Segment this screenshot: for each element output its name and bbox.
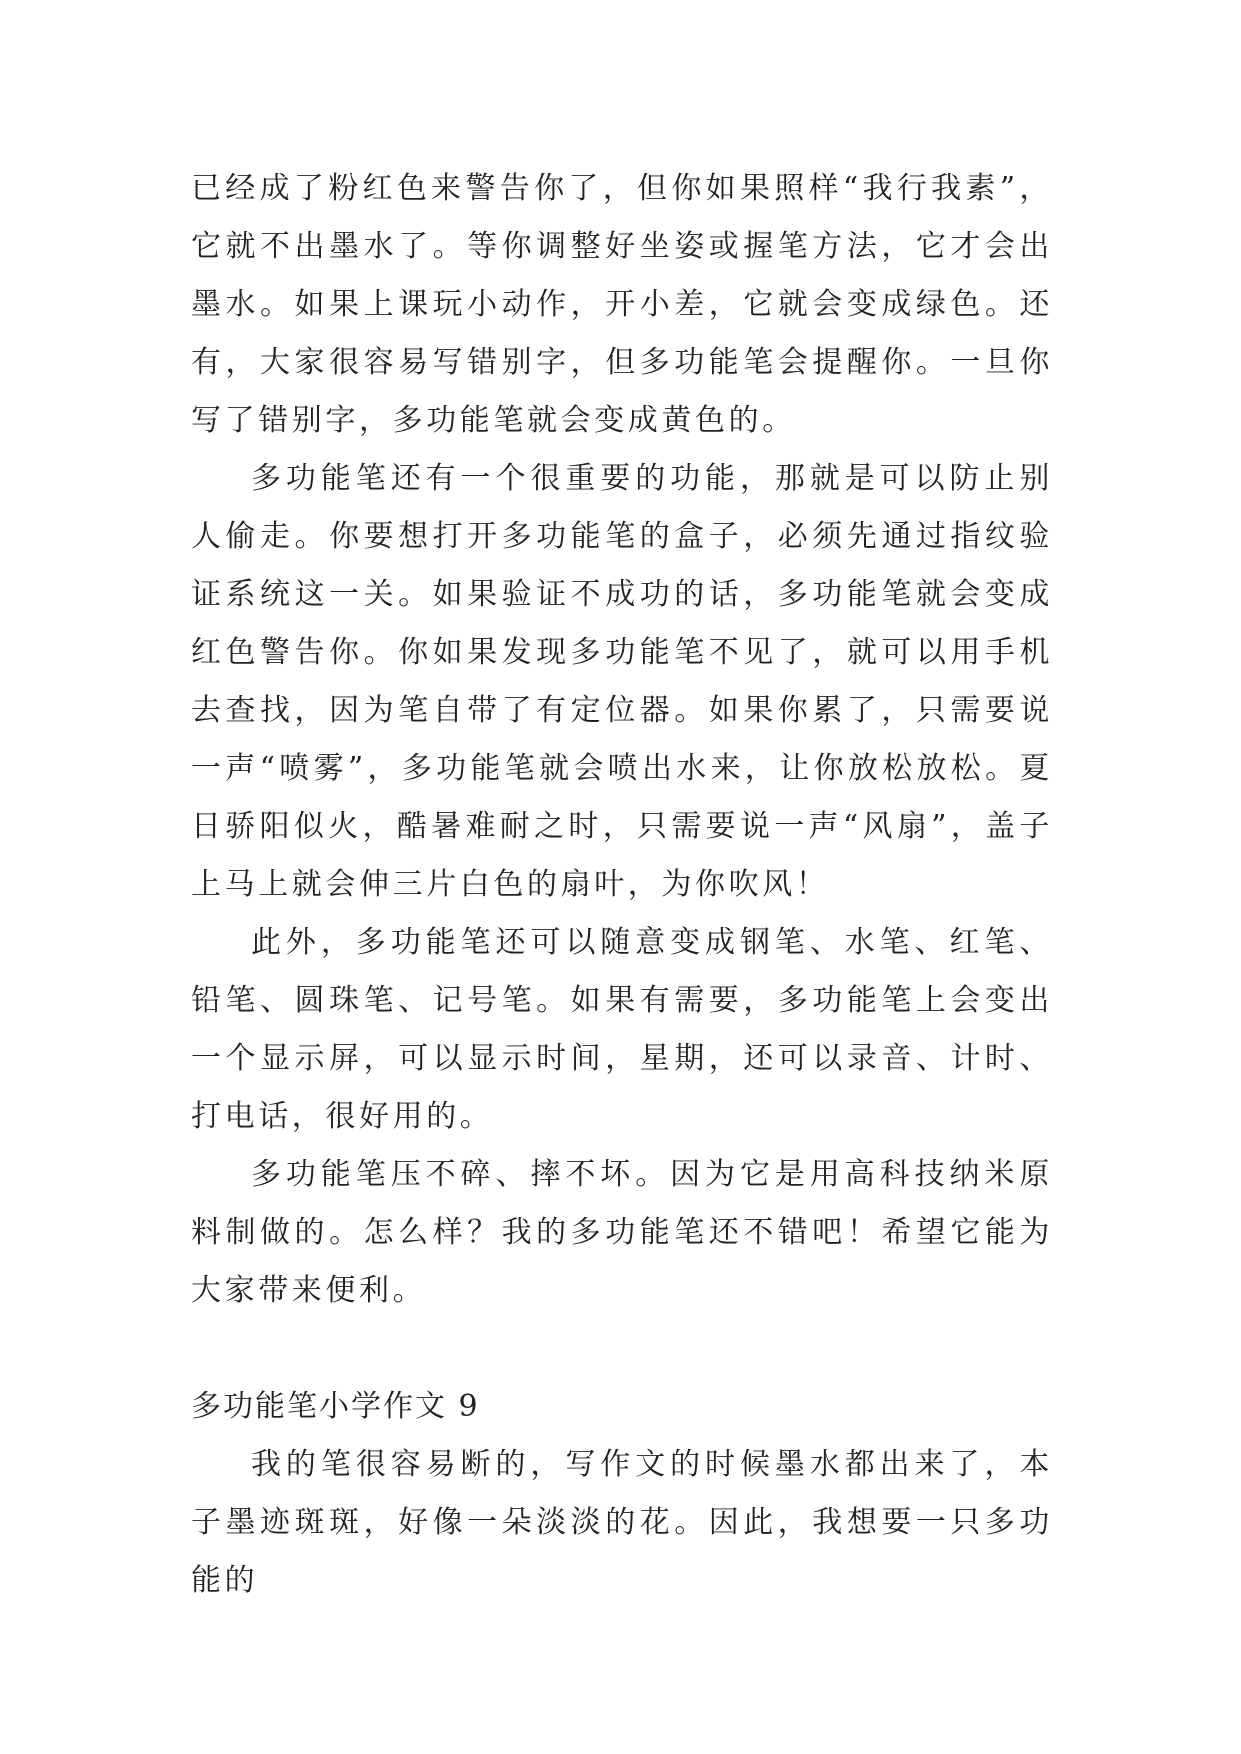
document-body [191,160,1053,1610]
paragraph: 已经成了粉红色来警告你了，但你如果照样“我行我素”，它就不出墨水了。等你调整好坐姿或握笔方法，它才会出墨水。如果上课玩小动作，开小差，它就会变成绿色。还有，大家很容易写错别字，但多功能笔会提醒你。一旦你写了错别字，多功能笔就会变成黄色的。 [191,171,1053,438]
paragraph: 多功能笔还有一个很重要的功能，那就是可以防止别人偷走。你要想打开多功能笔的盒子，必须先通过指纹验证系统这一关。如果验证不成功的话，多功能笔就会变成红色警告你。你如果发现多功能笔不见了，就可以用手机去查找，因为笔自带了有定位器。如果你累了，只需要说一声“喷雾”，多功能笔就会喷出水来，让你放松放松。夏日骄阳似火，酷暑难耐之时，只需要说一声“风扇”，盖子上马上就会伸三片白色的扇叶，为你吹风！ [191,461,1053,902]
paragraph: 多功能笔压不碎、摔不坏。因为它是用高科技纳米原料制做的。怎么样？我的多功能笔还不错吧！希望它能为大家带来便利。 [191,1157,1053,1308]
section-heading: 多功能笔小学作文 9 [191,1389,480,1424]
paragraph: 此外，多功能笔还可以随意变成钢笔、水笔、红笔、铅笔、圆珠笔、记号笔。如果有需要，多功能笔上会变出一个显示屏，可以显示时间，星期，还可以录音、计时、打电话，很好用的。 [191,925,1053,1134]
paragraph: 我的笔很容易断的，写作文的时候墨水都出来了，本子墨迹斑斑，好像一朵淡淡的花。因此，我想要一只多功能的 [191,1447,1053,1598]
